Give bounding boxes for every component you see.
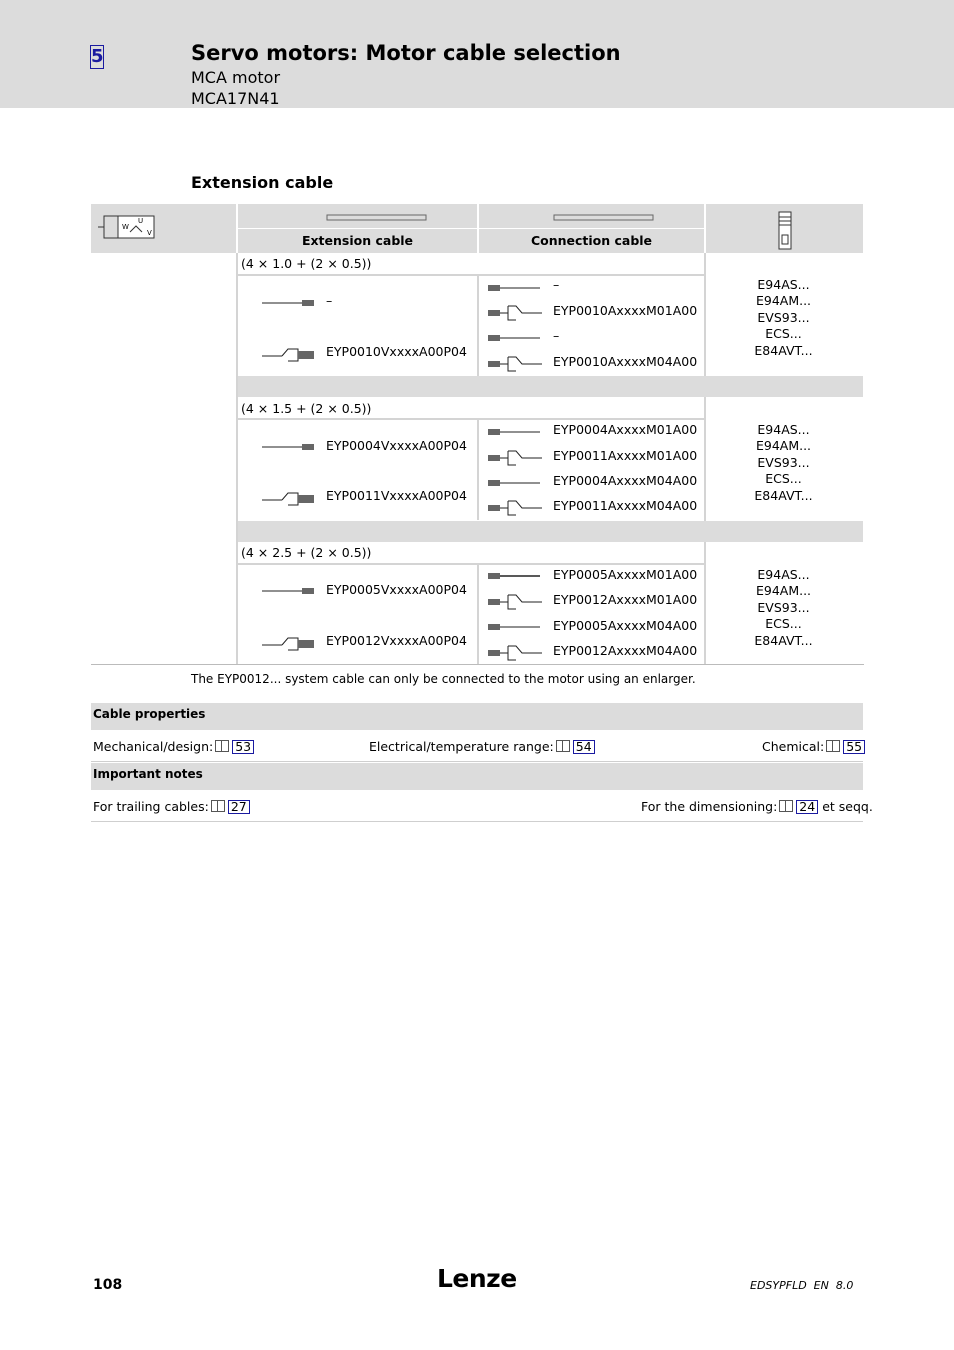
motor-icon bbox=[98, 212, 158, 242]
chemical-ref: Chemical: 55 bbox=[762, 739, 865, 754]
cross-section-label: (4 × 1.5 + (2 × 0.5)) bbox=[241, 401, 372, 416]
extension-cable-code: EYP0012VxxxxA00P04 bbox=[326, 633, 467, 648]
cross-section-label: (4 × 2.5 + (2 × 0.5)) bbox=[241, 545, 372, 560]
controller-list: E94AS... E94AM... EVS93... ECS... E84AVT... bbox=[754, 277, 813, 358]
straight-cable-icon bbox=[486, 569, 546, 583]
straight-cable-icon bbox=[486, 425, 546, 439]
page-link-24[interactable]: 24 bbox=[796, 800, 818, 814]
book-icon bbox=[779, 800, 793, 812]
straight-cable-icon bbox=[486, 476, 546, 490]
connection-cable-code: EYP0005AxxxxM01A00 bbox=[553, 567, 698, 582]
page-link-54[interactable]: 54 bbox=[573, 740, 595, 754]
extension-cable-code: EYP0004VxxxxA00P04 bbox=[326, 438, 467, 453]
connection-cable-code: EYP0012AxxxxM04A00 bbox=[553, 643, 698, 658]
connection-cable-code: EYP0004AxxxxM04A00 bbox=[553, 473, 698, 488]
connection-cable-code: – bbox=[553, 328, 560, 343]
straight-cable-icon bbox=[260, 296, 320, 310]
svg-text:U: U bbox=[138, 217, 144, 225]
extension-cable-icon bbox=[326, 213, 428, 223]
controller-icon bbox=[777, 211, 793, 251]
group-separator bbox=[238, 376, 863, 397]
connection-cable-code: EYP0005AxxxxM04A00 bbox=[553, 618, 698, 633]
angled-cable-icon bbox=[260, 485, 320, 509]
straight-cable-icon bbox=[486, 620, 546, 634]
lenze-logo: Lenze bbox=[437, 1264, 517, 1293]
svg-text:V: V bbox=[147, 229, 152, 237]
connection-cable-code: EYP0011AxxxxM04A00 bbox=[553, 498, 698, 513]
angled-cable-icon bbox=[260, 630, 320, 654]
straight-cable-icon bbox=[486, 331, 546, 345]
controller-list: E94AS... E94AM... EVS93... ECS... E84AVT... bbox=[754, 567, 813, 648]
section-title: Extension cable bbox=[191, 173, 334, 192]
connection-cable-column-header: Connection cable bbox=[530, 233, 653, 248]
connection-cable-icon bbox=[553, 213, 655, 223]
page-link-27[interactable]: 27 bbox=[228, 800, 250, 814]
extension-cable-code: – bbox=[326, 293, 333, 308]
angled-cable-icon bbox=[486, 445, 546, 469]
connection-cable-code: EYP0004AxxxxM01A00 bbox=[553, 422, 698, 437]
group-separator bbox=[238, 521, 863, 542]
angled-cable-icon bbox=[486, 495, 546, 519]
page-link-55[interactable]: 55 bbox=[843, 740, 865, 754]
controller-list: E94AS... E94AM... EVS93... ECS... E84AVT... bbox=[754, 422, 813, 503]
book-icon bbox=[826, 740, 840, 752]
page-link-53[interactable]: 53 bbox=[232, 740, 254, 754]
straight-cable-icon bbox=[260, 584, 320, 598]
document-code: EDSYPFLD EN 8.0 bbox=[750, 1279, 854, 1292]
angled-cable-icon bbox=[486, 589, 546, 613]
book-icon bbox=[215, 740, 229, 752]
important-notes-header bbox=[91, 763, 863, 790]
extension-cable-code: EYP0011VxxxxA00P04 bbox=[326, 488, 467, 503]
cross-section-label: (4 × 1.0 + (2 × 0.5)) bbox=[241, 256, 372, 271]
book-icon bbox=[211, 800, 225, 812]
page-title: Servo motors: Motor cable selection bbox=[191, 41, 621, 65]
extension-cable-code: EYP0005VxxxxA00P04 bbox=[326, 582, 467, 597]
page-subtitle-model: MCA17N41 bbox=[191, 89, 280, 108]
book-icon bbox=[556, 740, 570, 752]
important-notes-heading: Important notes bbox=[93, 767, 203, 781]
angled-cable-icon bbox=[486, 640, 546, 664]
mechanical-design-ref: Mechanical/design: 53 bbox=[93, 739, 254, 754]
extension-cable-column-header: Extension cable bbox=[301, 233, 414, 248]
connection-cable-code: EYP0012AxxxxM01A00 bbox=[553, 592, 698, 607]
angled-cable-icon bbox=[486, 300, 546, 324]
angled-cable-icon bbox=[260, 341, 320, 365]
straight-cable-icon bbox=[260, 440, 320, 454]
extension-cable-code: EYP0010VxxxxA00P04 bbox=[326, 344, 467, 359]
cable-properties-header bbox=[91, 703, 863, 730]
svg-text:W: W bbox=[122, 223, 129, 231]
cable-properties-heading: Cable properties bbox=[93, 707, 206, 721]
page-number: 108 bbox=[93, 1277, 123, 1293]
footnote: The EYP0012... system cable can only be connected to the motor using an enlarger. bbox=[191, 672, 696, 686]
connection-cable-code: EYP0011AxxxxM01A00 bbox=[553, 448, 698, 463]
connection-cable-code: – bbox=[553, 277, 560, 292]
chapter-number-link[interactable]: 5 bbox=[91, 46, 104, 67]
straight-cable-icon bbox=[486, 281, 546, 295]
trailing-cables-ref: For trailing cables: 27 bbox=[93, 799, 250, 814]
connection-cable-code: EYP0010AxxxxM04A00 bbox=[553, 354, 698, 369]
page-subtitle-motor: MCA motor bbox=[191, 68, 281, 87]
angled-cable-icon bbox=[486, 351, 546, 375]
dimensioning-ref: For the dimensioning: 24 et seqq. bbox=[641, 799, 873, 814]
connection-cable-code: EYP0010AxxxxM01A00 bbox=[553, 303, 698, 318]
electrical-temperature-ref: Electrical/temperature range: 54 bbox=[369, 739, 595, 754]
